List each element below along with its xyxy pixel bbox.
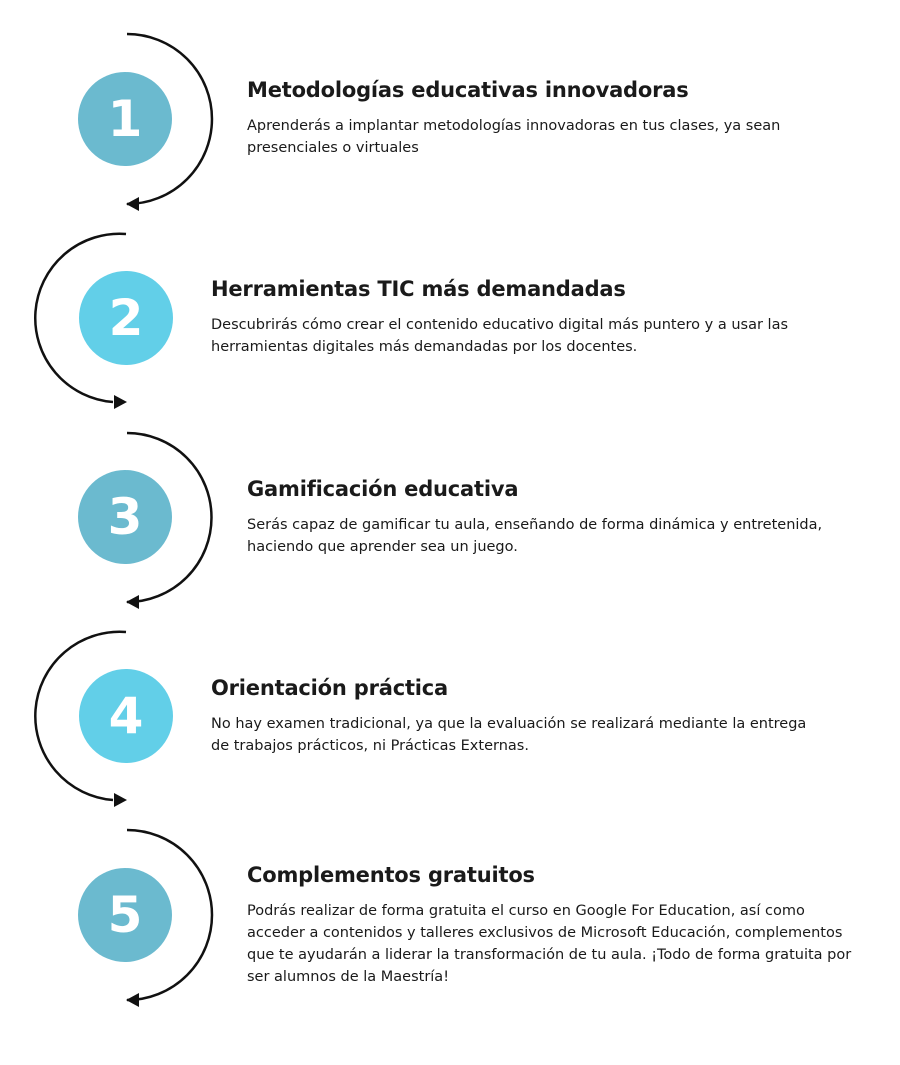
step-4 — [211, 676, 831, 757]
step-3 — [247, 477, 867, 558]
step-description: Serás capaz de gamificar tu aula, enseñando de forma dinámica y entretenida, haciendo que aprender sea un juego. — [247, 517, 823, 556]
step-number-5: 5 — [78, 868, 172, 962]
step-title: Orientación práctica — [211, 676, 449, 700]
step-5 — [247, 863, 867, 988]
step-1 — [247, 78, 867, 159]
step-description: Descubrirás cómo crear el contenido educativo digital más puntero y a usar las herramientas digitales más demandadas por los docentes. — [211, 317, 789, 356]
step-title: Gamificación educativa — [247, 477, 519, 501]
step-2 — [211, 277, 831, 358]
arrow-step-2 — [114, 395, 127, 409]
step-number-4: 4 — [79, 669, 173, 763]
step-title: Metodologías educativas innovadoras — [247, 78, 689, 102]
step-title: Complementos gratuitos — [247, 863, 535, 887]
arrow-step-3 — [126, 595, 139, 609]
step-number-1: 1 — [78, 72, 172, 166]
arrow-step-4 — [114, 793, 127, 807]
arrow-step-5 — [126, 993, 139, 1007]
step-number-2: 2 — [79, 271, 173, 365]
step-title: Herramientas TIC más demandadas — [211, 277, 626, 301]
step-description: Podrás realizar de forma gratuita el curso en Google For Education, así como acceder a contenidos y talleres exclusivos de Microsoft Educación, complementos que te ayudarán a liderar la transformación de tu aula. ¡Todo de forma gratuita por ser alumnos de la Maestría! — [247, 903, 852, 986]
step-description: No hay examen tradicional, ya que la evaluación se realizará mediante la entrega de trabajos prácticos, ni Prácticas Externas. — [211, 716, 807, 755]
arrow-step-1 — [126, 197, 139, 211]
step-description: Aprenderás a implantar metodologías innovadoras en tus clases, ya sean presenciales o virtuales — [247, 118, 781, 157]
step-number-3: 3 — [78, 470, 172, 564]
